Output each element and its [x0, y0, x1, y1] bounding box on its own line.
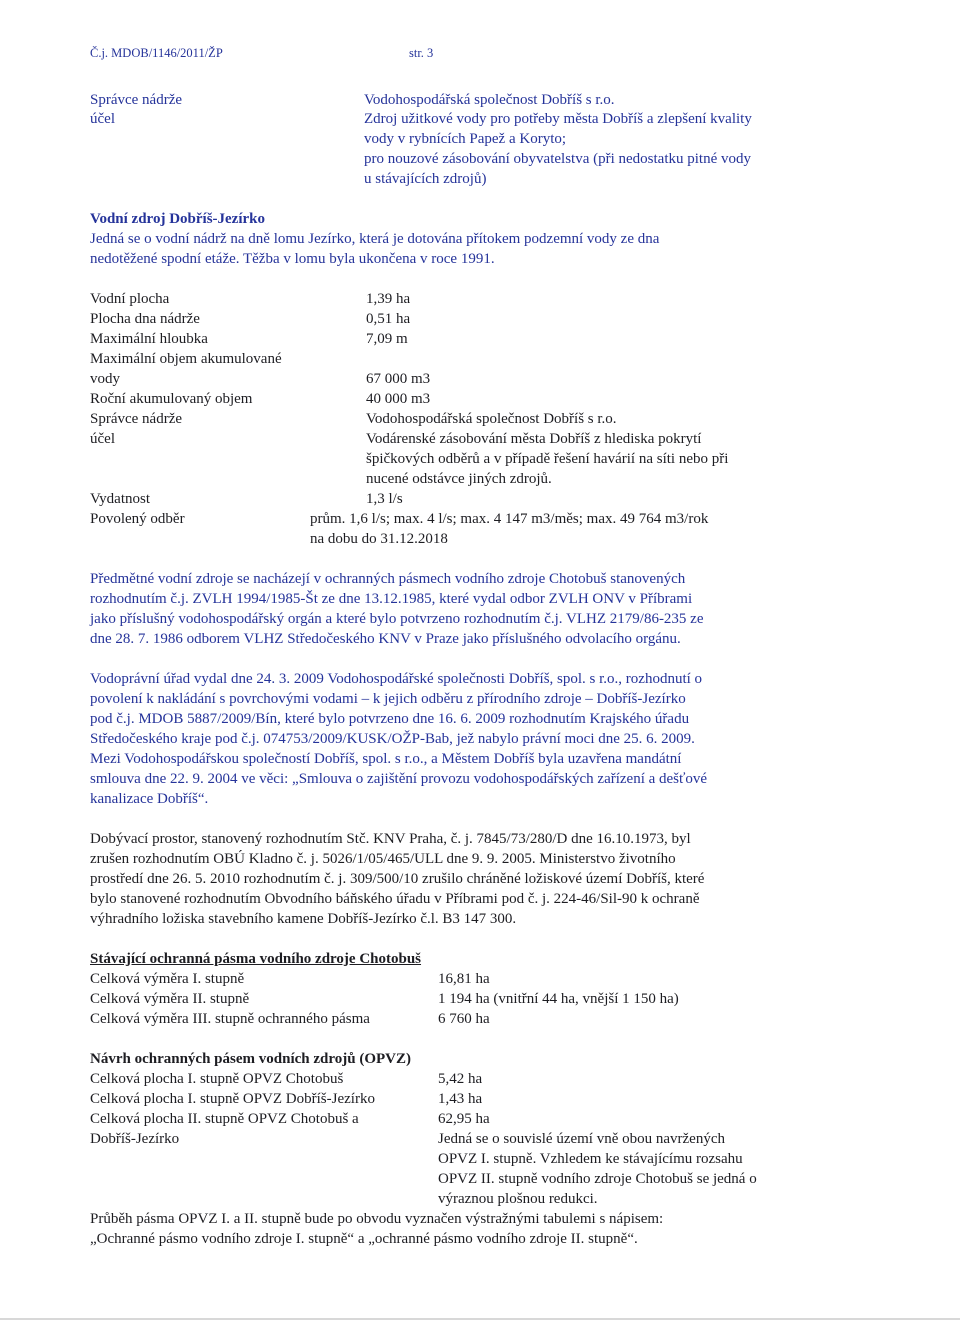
paragraph-line: Vodoprávní úřad vydal dne 24. 3. 2009 Vodohospodářské společnosti Dobříš, spol. s r.o., rozhodnutí o — [90, 671, 703, 687]
opvz-label: Celková plocha I. stupně OPVZ Dobříš-Jezírko — [90, 1091, 375, 1107]
opvz-label: Celková plocha I. stupně OPVZ Chotobuš — [90, 1071, 344, 1087]
param-label: Plocha dna nádrže — [90, 311, 200, 327]
paragraph-line: Středočeského kraje pod č.j. 074753/2009/KUSK/OŽP-Bab, jež nabylo právní moci dne 25. 6. 2009. — [90, 731, 695, 747]
section-heading-chotobus: Stávající ochranná pásma vodního zdroje Chotobuš — [90, 951, 422, 967]
area-label: Celková výměra III. stupně ochranného pásma — [90, 1011, 370, 1027]
area-label: Celková výměra I. stupně — [90, 971, 245, 987]
param-label: Vodní plocha — [90, 291, 170, 307]
param-value-line: prům. 1,6 l/s; max. 4 l/s; max. 4 147 m3/měs; max. 49 764 m3/rok — [310, 511, 709, 527]
paragraph-line: prostředí dne 26. 5. 2010 rozhodnutím č. j. 309/500/10 zrušilo chráněné ložiskové území Dobříš, které — [90, 871, 705, 887]
param-value: 1,3 l/s — [366, 491, 403, 507]
paragraph-line: výhradního ložiska stavebního kamene Dobříš-Jezírko č.l. B3 147 300. — [90, 911, 517, 927]
paragraph-line: zrušen rozhodnutím OBÚ Kladno č. j. 5026/1/05/465/ULL dne 9. 9. 2005. Ministerstvo životního — [90, 851, 676, 867]
param-value: Vodohospodářská společnost Dobříš s r.o. — [366, 411, 617, 427]
opvz-label: Dobříš-Jezírko — [90, 1131, 180, 1147]
label-spravce: Správce nádrže — [90, 92, 183, 108]
param-label: účel — [90, 431, 115, 447]
area-value: 6 760 ha — [438, 1011, 490, 1027]
param-label: Povolený odběr — [90, 511, 185, 527]
param-value-line: na dobu do 31.12.2018 — [310, 531, 448, 547]
paragraph-line: smlouva dne 22. 9. 2004 ve věci: „Smlouva o zajištění provozu vodohospodářských zařízení a dešťové — [90, 771, 708, 787]
paragraph-line: jako příslušný vodohospodářský orgán a které bylo potvrzeno rozhodnutím č.j. VLHZ 2179/86-235 ze — [90, 611, 704, 627]
opvz-note-line: OPVZ II. stupně vodního zdroje Chotobuš se jedná o — [438, 1171, 757, 1187]
paragraph-line: Předmětné vodní zdroje se nacházejí v ochranných pásmech vodního zdroje Chotobuš stanovených — [90, 571, 686, 587]
area-label: Celková výměra II. stupně — [90, 991, 250, 1007]
closing-line: Průběh pásma OPVZ I. a II. stupně bude po obvodu vyznačen výstražnými tabulemi s nápisem: — [90, 1211, 664, 1227]
page-number: str. 3 — [409, 46, 434, 60]
value-ucel-line: u stávajících zdrojů) — [364, 171, 487, 187]
paragraph-line: Dobývací prostor, stanovený rozhodnutím Stč. KNV Praha, č. j. 7845/73/280/D dne 16.10.1973, byl — [90, 831, 691, 847]
value-ucel-line: Zdroj užitkové vody pro potřeby města Dobříš a zlepšení kvality — [364, 111, 752, 127]
param-value-line: Vodárenské zásobování města Dobříš z hlediska pokrytí — [366, 431, 702, 447]
value-ucel-line: pro nouzové zásobování obyvatelstva (při nedostatku pitné vody — [364, 151, 751, 167]
opvz-note-line: výraznou plošnou redukci. — [438, 1191, 598, 1207]
scan-edge-divider — [0, 1318, 960, 1320]
opvz-note-line: OPVZ I. stupně. Vzhledem ke stávajícímu rozsahu — [438, 1151, 743, 1167]
paragraph-line: kanalizace Dobříš“. — [90, 791, 209, 807]
paragraph-line: rozhodnutím č.j. ZVLH 1994/1985-Št ze dne 13.12.1985, které vydal odbor ZVLH ONV v Příbrami — [90, 591, 693, 607]
paragraph-line: Mezi Vodohospodářskou společností Dobříš, spol. s r.o., a Městem Dobříš byla uzavřena mandátní — [90, 751, 682, 767]
value-ucel-line: vody v rybnících Papež a Koryto; — [364, 131, 567, 147]
value-spravce: Vodohospodářská společnost Dobříš s r.o. — [364, 92, 615, 108]
section-heading-opvz: Návrh ochranných pásem vodních zdrojů (OPVZ) — [90, 1051, 411, 1067]
intro-line: nedotěžené spodní etáže. Těžba v lomu byla ukončena v roce 1991. — [90, 251, 495, 267]
opvz-note-line: Jedná se o souvislé území vně obou navržených — [438, 1131, 725, 1147]
label-ucel: účel — [90, 111, 115, 127]
document-reference: Č.j. MDOB/1146/2011/ŽP — [90, 46, 223, 60]
area-value: 16,81 ha — [438, 971, 490, 987]
paragraph-line: pod č.j. MDOB 5887/2009/Bín, které bylo potvrzeno dne 16. 6. 2009 rozhodnutím Krajského úřadu — [90, 711, 690, 727]
param-value-line: špičkových odběrů a v případě řešení havárií na síti nebo při — [366, 451, 729, 467]
param-label: Maximální objem akumulované — [90, 351, 282, 367]
opvz-value: 1,43 ha — [438, 1091, 483, 1107]
opvz-label: Celková plocha II. stupně OPVZ Chotobuš a — [90, 1111, 359, 1127]
param-value: 40 000 m3 — [366, 391, 431, 407]
param-value: 0,51 ha — [366, 311, 411, 327]
param-label: vody — [90, 371, 120, 387]
paragraph-line: bylo stanovené rozhodnutím Obvodního báňského úřadu v Příbrami pod č. j. 224-46/Sil-90 k ochraně — [90, 891, 700, 907]
param-value-line: nucené odstávce jiných zdrojů. — [366, 471, 552, 487]
param-label: Roční akumulovaný objem — [90, 391, 253, 407]
param-value: 67 000 m3 — [366, 371, 431, 387]
param-value: 1,39 ha — [366, 291, 411, 307]
paragraph-line: povolení k nakládání s povrchovými vodami – k jejich odběru z přírodního zdroje – Dobříš-Jezírko — [90, 691, 686, 707]
section-heading-jezirko: Vodní zdroj Dobříš-Jezírko — [90, 211, 266, 227]
intro-line: Jedná se o vodní nádrž na dně lomu Jezírko, která je dotována přítokem podzemní vody ze dna — [90, 231, 660, 247]
opvz-value: 5,42 ha — [438, 1071, 483, 1087]
paragraph-line: dne 28. 7. 1986 odborem VLHZ Středočeského KNV v Praze jako příslušného odvolacího orgánu. — [90, 631, 681, 647]
param-label: Správce nádrže — [90, 411, 183, 427]
opvz-value: 62,95 ha — [438, 1111, 490, 1127]
param-label: Maximální hloubka — [90, 331, 208, 347]
closing-line: „Ochranné pásmo vodního zdroje I. stupně“ a „ochranné pásmo vodního zdroje II. stupně“. — [90, 1231, 638, 1247]
param-label: Vydatnost — [90, 491, 150, 507]
area-value: 1 194 ha (vnitřní 44 ha, vnější 1 150 ha) — [438, 991, 679, 1007]
param-value: 7,09 m — [366, 331, 408, 347]
